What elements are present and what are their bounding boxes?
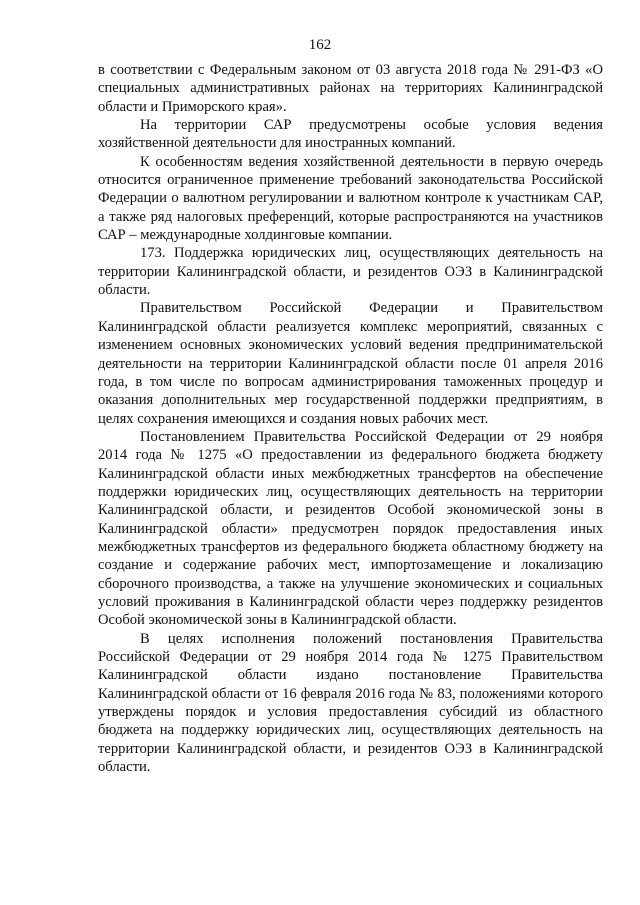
paragraph: К особенностям ведения хозяйственной деятельности в первую очередь относится ограниченное применение требований законодательства Российской Федерации о валютном регулировании и валютном контроле к участникам САР, а также ряд налоговых преференций, которые распространяются на участников САР – международные холдинговые компании. bbox=[98, 153, 603, 244]
paragraph: В целях исполнения положений постановления Правительства Российской Федерации от 29 ноября 2014 года № 1275 Правительством Калининградской области издано постановление Правительства Калининградской области от 16 февраля 2016 года № 83, положениями которого утверждены порядок и условия предоставления субсидий из областного бюджета на поддержку юридических лиц, осуществляющих деятельность на территории Калининградской области, и резидентов ОЭЗ в Калининградской области. bbox=[98, 630, 603, 776]
paragraph: Правительством Российской Федерации и Правительством Калининградской области реализуется комплекс мероприятий, связанных с изменением основных экономических условий ведения предпринимательской деятельности на территории Калининградской области после 01 апреля 2016 года, в том числе по вопросам администрирования таможенных процедур и оказания дополнительных мер государственной поддержки предприятиям, в целях сохранения имеющихся и создания новых рабочих мест. bbox=[98, 300, 603, 427]
section-heading-paragraph: 173. Поддержка юридических лиц, осуществляющих деятельность на территории Калининградской области, и резидентов ОЭЗ в Калининградской области. bbox=[98, 245, 603, 299]
paragraph: На территории САР предусмотрены особые условия ведения хозяйственной деятельности для иностранных компаний. bbox=[98, 117, 603, 152]
paragraph: в соответствии с Федеральным законом от 03 августа 2018 года № 291-ФЗ «О специальных административных районах на территориях Калининградской области и Приморского края». bbox=[98, 62, 603, 115]
page-number: 162 bbox=[308, 37, 332, 53]
paragraph: Постановлением Правительства Российской Федерации от 29 ноября 2014 года № 1275 «О предоставлении из федерального бюджета бюджету Калининградской области иных межбюджетных трансфертов на обеспечение поддержки юридических лиц, осуществляющих деятельность на территории Калининградской области, и резидентов Особой экономической зоны в Калининградской области» предусмотрен порядок предоставления иных межбюджетных трансфертов из федерального бюджета областному бюджету на создание и содержание рабочих мест, импортозамещение и локализацию сборочного производства, а также на улучшение экономических и социальных условий проживания в Калининградской области через поддержку резидентов Особой экономической зоны в Калининградской области. bbox=[98, 428, 603, 629]
document-body bbox=[98, 61, 603, 776]
